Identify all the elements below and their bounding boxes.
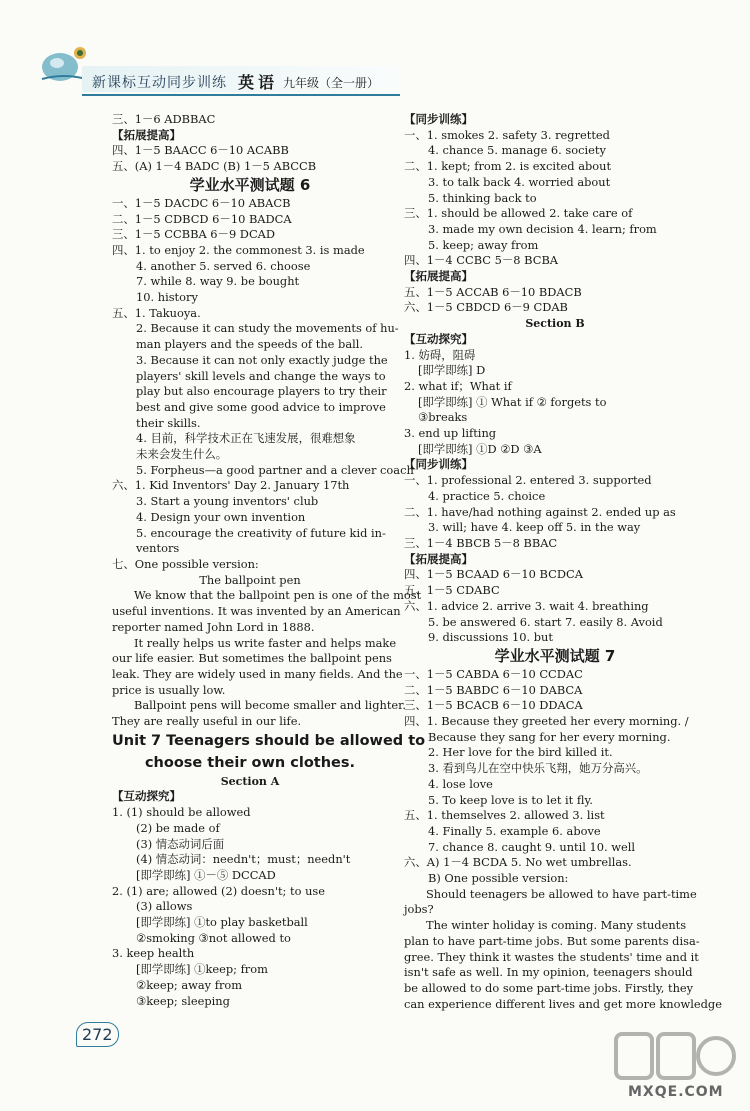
answer-line: leak. They are widely used in many fields. And the [112,666,403,681]
answer-line: 四、1. Because they greeted her every morning. / [404,714,689,729]
subject-title: 英语 [238,73,279,92]
answer-line: 五、1－5 CDABC [404,583,500,598]
answer-line: [即学即练] ①－⑤ DCCAD [136,867,276,882]
answer-line: [即学即练] ①to play basketball [136,915,308,930]
test-heading: 学业水平测试题 6 [189,175,311,194]
answer-line: 5. be answered 6. start 7. easily 8. Avoid [428,614,663,629]
unit-title: Unit 7 Teenagers should be allowed to [112,732,426,749]
section-title: Section B [525,317,585,331]
subsection-label: 【互动探究】 [404,331,473,346]
answer-line: players' skill levels and change the ways to [136,368,386,383]
answer-line: (3) 情态动词后面 [136,836,225,851]
answer-line: 四、1－5 BCAAD 6－10 BCDCA [404,567,583,582]
answer-line: 四、1. to enjoy 2. the commonest 3. is made [112,242,365,257]
unit-title: choose their own clothes. [144,754,356,771]
answer-line: [即学即练] ① What if ② forgets to [418,394,607,409]
answer-line: (4) 情态动词：needn't；must；needn't [136,852,351,867]
subsection-label: 【同步训练】 [404,112,473,126]
answer-line: 一、1－5 CABDA 6－10 CCDAC [404,666,583,681]
answer-line: 三、1－6 ADBBAC [112,112,216,126]
subsection-label: 【拓展提高】 [112,127,181,142]
answer-line: [即学即练] ①D ②D ③A [418,441,542,456]
answer-line: 3. made my own decision 4. learn; from [428,221,657,236]
answer-line: 3. keep health [112,946,195,961]
answer-line: [即学即练] D [418,363,486,378]
answer-line: 4. 目前，科学技术正在飞速发展，很难想象 [136,431,356,446]
answer-line: 5. Forpheus—a good partner and a clever coach [136,462,414,477]
answer-line: They are really useful in our life. [112,714,302,729]
answer-line: 五、(A) 1－4 BADC (B) 1－5 ABCCB [112,159,317,174]
answer-line: 5. thinking back to [428,190,537,205]
answer-line: play but also encourage players to try their [136,384,387,399]
subsection-label: 【拓展提高】 [404,551,473,566]
answer-line: 4. practice 5. choice [428,488,546,503]
subsection-label: 【同步训练】 [404,457,473,472]
answer-line: 六、1. advice 2. arrive 3. wait 4. breathing [404,598,649,613]
answer-line: 5. To keep love is to let it fly. [428,792,594,807]
subsection-label: 【互动探究】 [112,789,181,804]
answer-line: 一、1. smokes 2. safety 3. regretted [404,127,610,142]
answer-line: The ballpoint pen [199,572,301,587]
answer-line: 3. Because it can not only exactly judge the [136,352,388,367]
answer-line: Ballpoint pens will become smaller and lighter. [134,698,406,713]
answer-line: 四、1－4 CCBC 5－8 BCBA [404,253,559,268]
answer-line: 3. Start a young inventors' club [136,494,319,509]
answer-line: 一、1. professional 2. entered 3. supported [404,473,652,488]
grade-label: 九年级（全一册） [283,76,380,90]
answer-line: their skills. [136,415,201,430]
answer-line: 未来会发生什么。 [136,447,228,462]
answer-line: 六、1. Kid Inventors' Day 2. January 17th [112,478,350,493]
answer-line: 五、1. themselves 2. allowed 3. list [404,808,605,823]
answer-line: 4. Design your own invention [136,509,306,524]
answer-line: isn't safe as well. In my opinion, teenagers should [404,965,693,980]
answer-line: 六、1－5 CBDCD 6－9 CDAB [404,300,568,315]
answer-line: (2) be made of [136,820,220,835]
answer-line: 二、1. have/had nothing against 2. ended up as [404,504,676,519]
subsection-label: 【拓展提高】 [404,269,473,284]
series-title: 新课标互动同步训练 [92,75,227,91]
answer-line: 七、One possible version: [112,556,259,571]
answer-line: 10. history [136,290,198,305]
answer-line: gree. They think it wastes the students' time and it [404,949,699,964]
answer-line: 3. 看到鸟儿在空中快乐飞翔，她万分高兴。 [428,761,648,776]
answer-line: be allowed to do some part-time jobs. Firstly, they [404,980,694,995]
answer-line: 2. Because it can study the movements of hu- [136,321,399,336]
answer-line: 二、1－5 CDBCD 6－10 BADCA [112,211,292,226]
answer-line: 4. Finally 5. example 6. above [428,823,601,838]
answer-line: our life easier. But sometimes the ballpoint pens [112,651,392,666]
answer-line: best and give some good advice to improve [136,399,386,414]
test-heading: 学业水平测试题 7 [494,646,616,665]
answer-line: ③keep; sleeping [136,993,230,1008]
answer-line: 7. while 8. way 9. be bought [136,274,300,289]
header-rule [82,94,400,96]
answer-line: 2. (1) are; allowed (2) doesn't; to use [112,883,325,898]
page-header [0,0,750,105]
answer-line: 四、1－5 BAACC 6－10 ACABB [112,143,289,158]
answer-line: 五、1. Takuoya. [112,305,201,320]
answer-line: 五、1－5 ACCAB 6－10 BDACB [404,284,582,299]
answer-line: Because they sang for her every morning. [428,729,671,744]
answer-line: 3. will; have 4. keep off 5. in the way [428,520,641,535]
answer-line: 4. lose love [428,776,493,791]
answer-line: 7. chance 8. caught 9. until 10. well [428,839,636,854]
answer-line: [即学即练] ①keep; from [136,962,268,977]
answer-line: 2. what if；What if [404,378,512,393]
watermark-text: MXQE.COM [628,1084,724,1100]
answer-line: 5. encourage the creativity of future kid in- [136,525,386,540]
answer-line: 二、1－5 BABDC 6－10 DABCA [404,682,583,697]
answer-line: 5. keep; away from [428,237,539,252]
right-column [404,112,722,1012]
answer-line: 9. discussions 10. but [428,630,553,645]
answer-line: 4. another 5. served 6. choose [136,258,311,273]
page-number: 272 [76,1022,119,1047]
answer-line: 六、A) 1－4 BCDA 5. No wet umbrellas. [404,855,632,870]
answer-line: 2. Her love for the bird killed it. [428,745,613,760]
answer-line: 三、1－5 CCBBA 6－9 DCAD [112,227,276,242]
answer-line: ②keep; away from [136,977,243,992]
answer-line: 三、1－4 BBCB 5－8 BBAC [404,535,558,550]
answer-line: 3. end up lifting [404,426,497,441]
answer-line: The winter holiday is coming. Many students [426,918,687,933]
answer-line: 1. 妨碍，阻碍 [404,347,476,362]
answer-line: 三、1－5 BCACB 6－10 DDACA [404,698,583,713]
globe-logo-icon [40,45,88,83]
answer-line: ②smoking ③not allowed to [136,930,291,945]
answer-line: We know that the ballpoint pen is one of the most [134,588,422,603]
answer-line: 1. (1) should be allowed [112,805,251,820]
answer-line: price is usually low. [112,682,226,697]
answer-line: 二、1. kept; from 2. is excited about [404,159,612,174]
answer-line: useful inventions. It was invented by an American [112,604,401,619]
answer-line: Should teenagers be allowed to have part-time [426,886,697,901]
answer-line: 一、1－5 DACDC 6－10 ABACB [112,195,291,210]
answer-line: plan to have part-time jobs. But some parents disa- [404,933,700,948]
answer-line: ventors [136,541,180,556]
answer-line: 3. to talk back 4. worried about [428,174,611,189]
section-title: Section A [220,774,280,788]
answer-line: can experience different lives and get more knowledge [404,996,722,1011]
answer-line: 4. chance 5. manage 6. society [428,143,606,158]
answer-line: man players and the speeds of the ball. [136,337,364,352]
answer-line: ③breaks [418,410,468,425]
answer-line: reporter named John Lord in 1888. [112,619,315,634]
answer-line: 三、1. should be allowed 2. take care of [404,206,633,221]
answer-line: B) One possible version: [428,871,569,886]
answer-line: (3) allows [136,899,193,914]
answer-line: It really helps us write faster and helps make [134,635,397,650]
answer-line: jobs? [404,902,434,917]
